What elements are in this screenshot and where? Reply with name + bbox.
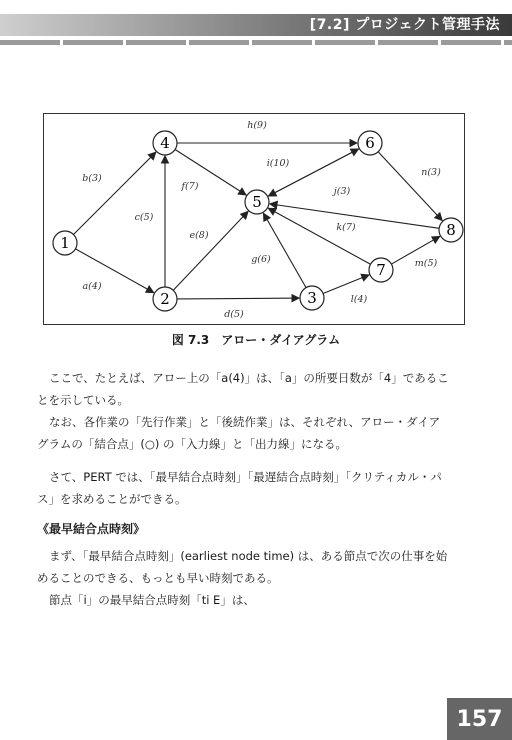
edge-arrow-2-3 [177,298,299,299]
edge-label-6-8: n(3) [421,167,441,178]
edge-label-5-6: i(10) [266,158,290,169]
figure-caption: 図 7.3 アロー・ダイアグラム [171,333,341,347]
subheading: 《最早結合点時刻》 [37,522,146,536]
node-label-7: 7 [376,261,386,279]
edge-label-2-5: e(8) [189,230,209,241]
paragraph-2 [37,411,477,455]
paragraph-2-line-2: グラムの「結合点」(○) の「入力線」と「出力線」になる。 [37,437,348,451]
paragraph-3-line-2: ス」を求めることができる。 [37,492,187,506]
header-rule [0,40,512,45]
paragraph-1-line-1: ここで、たとえば、アロー上の「a(4)」は、「a」の所要日数が「4」であるこ [49,371,449,385]
edge-label-2-3: d(5) [224,309,244,320]
edge-label-1-2: a(4) [82,281,102,292]
node-label-1: 1 [60,234,70,252]
edge-label-2-4: c(5) [134,212,154,223]
paragraph-4-line-2: めることのできる、もっとも早い時刻である。 [37,571,279,585]
edge-label-6-5: j(3) [333,186,351,197]
edge-arrow-3-7 [323,275,369,294]
node-label-6: 6 [365,134,375,152]
paragraph-3-line-1: さて、PERT では、「最早結合点時刻」「最遅結合点時刻」「クリティカル・パ [49,470,442,484]
paragraph-1 [37,367,477,411]
paragraph-4-line-1: まず、「最早結合点時刻」(earliest node time) は、ある節点で次の仕事を始 [49,549,448,563]
edge-label-7-8: m(5) [414,258,438,269]
edge-label-3-5: g(6) [251,254,271,265]
page-number: 157 [447,698,512,740]
paragraph-5 [37,589,477,611]
node-label-3: 3 [307,289,317,307]
section-header-title: [7.2] プロジェクト管理手法 [309,17,500,33]
arrow-diagram [44,114,464,324]
edge-arrow-3-5 [263,213,306,287]
arrow-diagram-figure [43,113,465,325]
node-label-2: 2 [160,290,170,308]
paragraph-1-line-2: とを示している。 [37,393,129,407]
paragraph-3 [37,466,477,510]
node-label-4: 4 [160,134,170,152]
paragraph-2-line-1: なお、各作業の「先行作業」と「後続作業」は、それぞれ、アロー・ダイア [49,415,441,429]
paragraph-4 [37,545,477,589]
node-label-8: 8 [446,221,456,239]
edge-label-4-5: f(7) [181,181,199,192]
edge-label-7-5: k(7) [336,222,356,233]
edge-arrow-6-8 [378,152,442,221]
edge-label-4-6: h(9) [247,120,267,131]
node-label-5: 5 [252,193,262,211]
paragraph-5-line-1: 節点「i」の最早結合点時刻「ti E」は、 [49,593,255,607]
edge-label-1-4: b(3) [82,173,102,184]
edge-arrow-2-5 [173,211,248,290]
edge-label-3-7: l(4) [350,294,368,305]
